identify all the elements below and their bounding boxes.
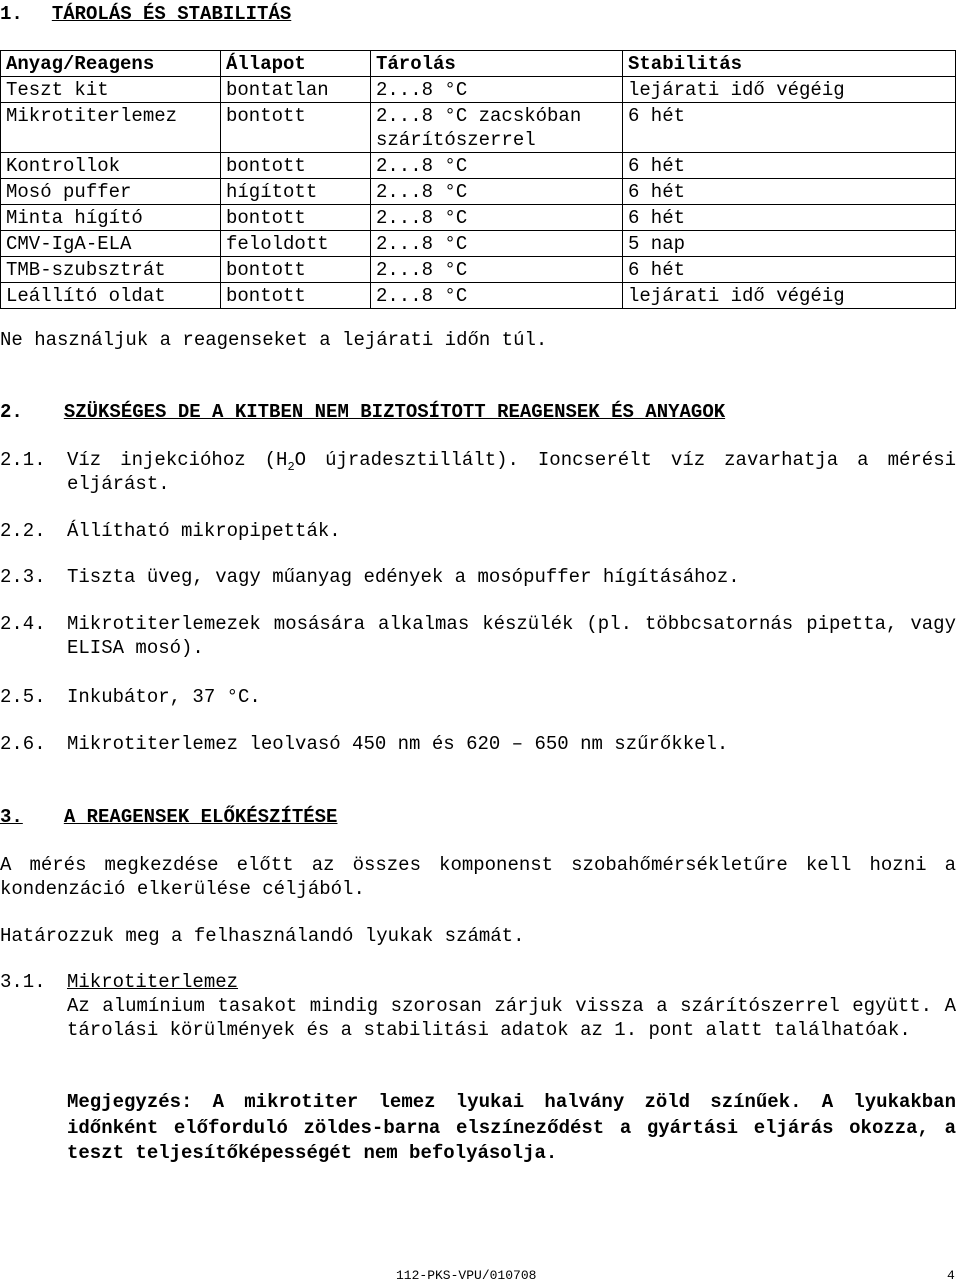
table-cell: 5 nap <box>623 231 956 257</box>
table-cell: TMB-szubsztrát <box>1 257 221 283</box>
table-cell: bontott <box>221 205 371 231</box>
table-cell: bontott <box>221 153 371 179</box>
table-cell: Teszt kit <box>1 77 221 103</box>
table-cell: 6 hét <box>623 205 956 231</box>
item-number: 2.1. <box>0 449 46 471</box>
subsection-number: 3.1. <box>0 971 46 993</box>
table-cell: hígított <box>221 179 371 205</box>
table-cell: 2...8 °C <box>371 231 623 257</box>
expiry-note: Ne használjuk a reagenseket a lejárati időn túl. <box>0 329 548 351</box>
table-row <box>1 283 956 309</box>
section-3-number: 3. <box>0 806 23 828</box>
table-row <box>1 257 956 283</box>
table-cell: lejárati idő végéig <box>623 283 956 309</box>
table-cell: Kontrollok <box>1 153 221 179</box>
table-cell: 2...8 °C <box>371 257 623 283</box>
table-row <box>1 153 956 179</box>
table-cell: 2...8 °C <box>371 179 623 205</box>
item-number: 2.5. <box>0 686 46 708</box>
subsection-text: Az alumínium tasakot mindig szorosan zárjuk vissza a szárítószerrel együtt. A tárolási körülmények és a stabilitási adatok az 1. pont alatt találhatóak. <box>67 995 956 1041</box>
table-cell: Minta hígító <box>1 205 221 231</box>
table-header: Stabilitás <box>623 51 956 77</box>
document-code: 112-PKS-VPU/010708 <box>396 1268 537 1283</box>
table-cell: 6 hét <box>623 179 956 205</box>
storage-stability-table <box>0 50 956 309</box>
table-row <box>1 179 956 205</box>
table-cell: 6 hét <box>623 103 956 153</box>
item-text: Tiszta üveg, vagy műanyag edények a mosópuffer hígításához. <box>67 566 740 588</box>
list-item <box>0 448 956 496</box>
section-1-title: TÁROLÁS ÉS STABILITÁS <box>51 3 292 25</box>
table-cell: CMV-IgA-ELA <box>1 231 221 257</box>
table-cell: 2...8 °C zacskóban szárítószerrel <box>371 103 623 153</box>
item-number: 2.6. <box>0 733 46 755</box>
table-cell: 2...8 °C <box>371 153 623 179</box>
item-text: Állítható mikropipetták. <box>67 520 341 542</box>
table-cell: 6 hét <box>623 257 956 283</box>
table-cell: Mosó puffer <box>1 179 221 205</box>
section-3-paragraph-1: A mérés megkezdése előtt az összes komponenst szobahőmérsékletűre kell hozni a kondenzáció elkerülése céljából. <box>0 854 956 900</box>
table-cell: bontott <box>221 103 371 153</box>
table-cell: bontott <box>221 283 371 309</box>
table-cell: bontott <box>221 257 371 283</box>
table-cell: 2...8 °C <box>371 283 623 309</box>
item-number: 2.3. <box>0 566 46 588</box>
table-row <box>1 231 956 257</box>
table-cell: Leállító oldat <box>1 283 221 309</box>
table-header: Állapot <box>221 51 371 77</box>
item-text: Inkubátor, 37 °C. <box>67 686 261 708</box>
section-3-heading <box>0 805 900 829</box>
table-header-row <box>1 51 956 77</box>
note-paragraph: Megjegyzés: A mikrotiter lemez lyukai halvány zöld színűek. A lyukakban időnként előforduló zöldes-barna elszíneződést a gyártási eljárás okozza, a teszt teljesítőképességét nem befolyásolja. <box>67 1091 956 1164</box>
table-cell: bontatlan <box>221 77 371 103</box>
item-number: 2.4. <box>0 613 46 635</box>
item-text: Mikrotiterlemezek mosására alkalmas készülék (pl. többcsatornás pipetta, vagy ELISA mosó). <box>67 613 956 659</box>
item-text: Víz injekcióhoz ($H_2O$ újradesztillált). Ioncserélt víz zavarhatja a mérési eljárást. <box>67 449 957 495</box>
section-3-paragraph-2: Határozzuk meg a felhasználandó lyukak számát. <box>0 925 525 947</box>
section-1-heading <box>0 2 900 26</box>
table-row <box>1 205 956 231</box>
table-cell: feloldott <box>221 231 371 257</box>
table-cell: lejárati idő végéig <box>623 77 956 103</box>
section-2-number: 2. <box>0 401 23 423</box>
table-cell: Mikrotiterlemez <box>1 103 221 153</box>
section-1-number: 1. <box>0 3 23 25</box>
section-2-heading <box>0 400 900 424</box>
table-cell: 2...8 °C <box>371 205 623 231</box>
table-header: Tárolás <box>371 51 623 77</box>
table-cell: 2...8 °C <box>371 77 623 103</box>
table-header: Anyag/Reagens <box>1 51 221 77</box>
table-row <box>1 77 956 103</box>
item-number: 2.2. <box>0 520 46 542</box>
table-cell: 6 hét <box>623 153 956 179</box>
item-text: Mikrotiterlemez leolvasó 450 nm és 620 – 650 nm szűrőkkel. <box>67 733 729 755</box>
page-number: 4 <box>947 1268 955 1283</box>
table-row <box>1 103 956 153</box>
section-3-title: A REAGENSEK ELŐKÉSZÍTÉSE <box>63 806 338 828</box>
subsection-title: Mikrotiterlemez <box>67 971 239 993</box>
section-2-title: SZÜKSÉGES DE A KITBEN NEM BIZTOSÍTOTT REAGENSEK ÉS ANYAGOK <box>63 401 726 423</box>
